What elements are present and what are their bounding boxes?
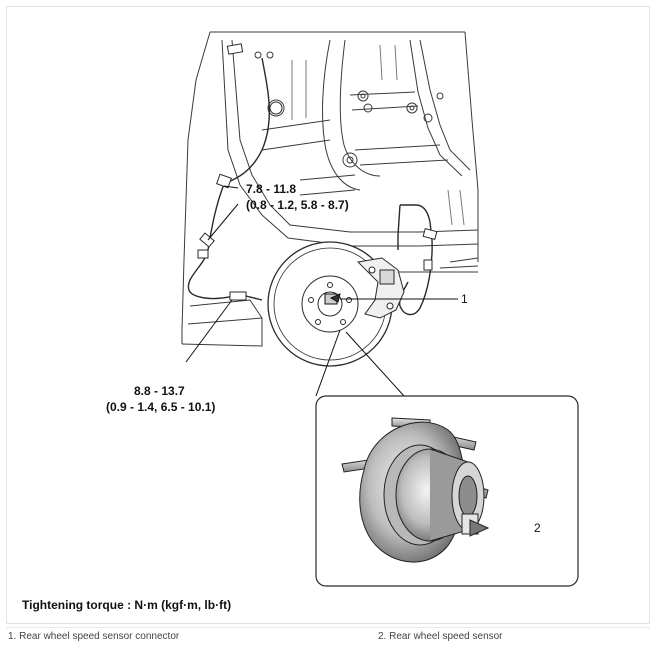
callout-number-1: 1 [461,292,468,306]
harness-connector-top [270,102,282,114]
legend-item-2: 2. Rear wheel speed sensor [378,631,503,642]
callout-number-2: 2 [534,521,541,535]
torque-lower-value: 8.8 - 13.7 [134,384,185,398]
legend-item-1: 1. Rear wheel speed sensor connector [8,631,180,642]
torque-upper-value: 7.8 - 11.8 [246,182,297,196]
tightening-torque-note: Tightening torque : N·m (kgf·m, lb·ft) [22,598,232,612]
torque-upper-units: (0.8 - 1.2, 5.8 - 8.7) [246,198,349,212]
torque-lower-units: (0.9 - 1.4, 6.5 - 10.1) [106,400,216,414]
legend-row [6,627,650,648]
